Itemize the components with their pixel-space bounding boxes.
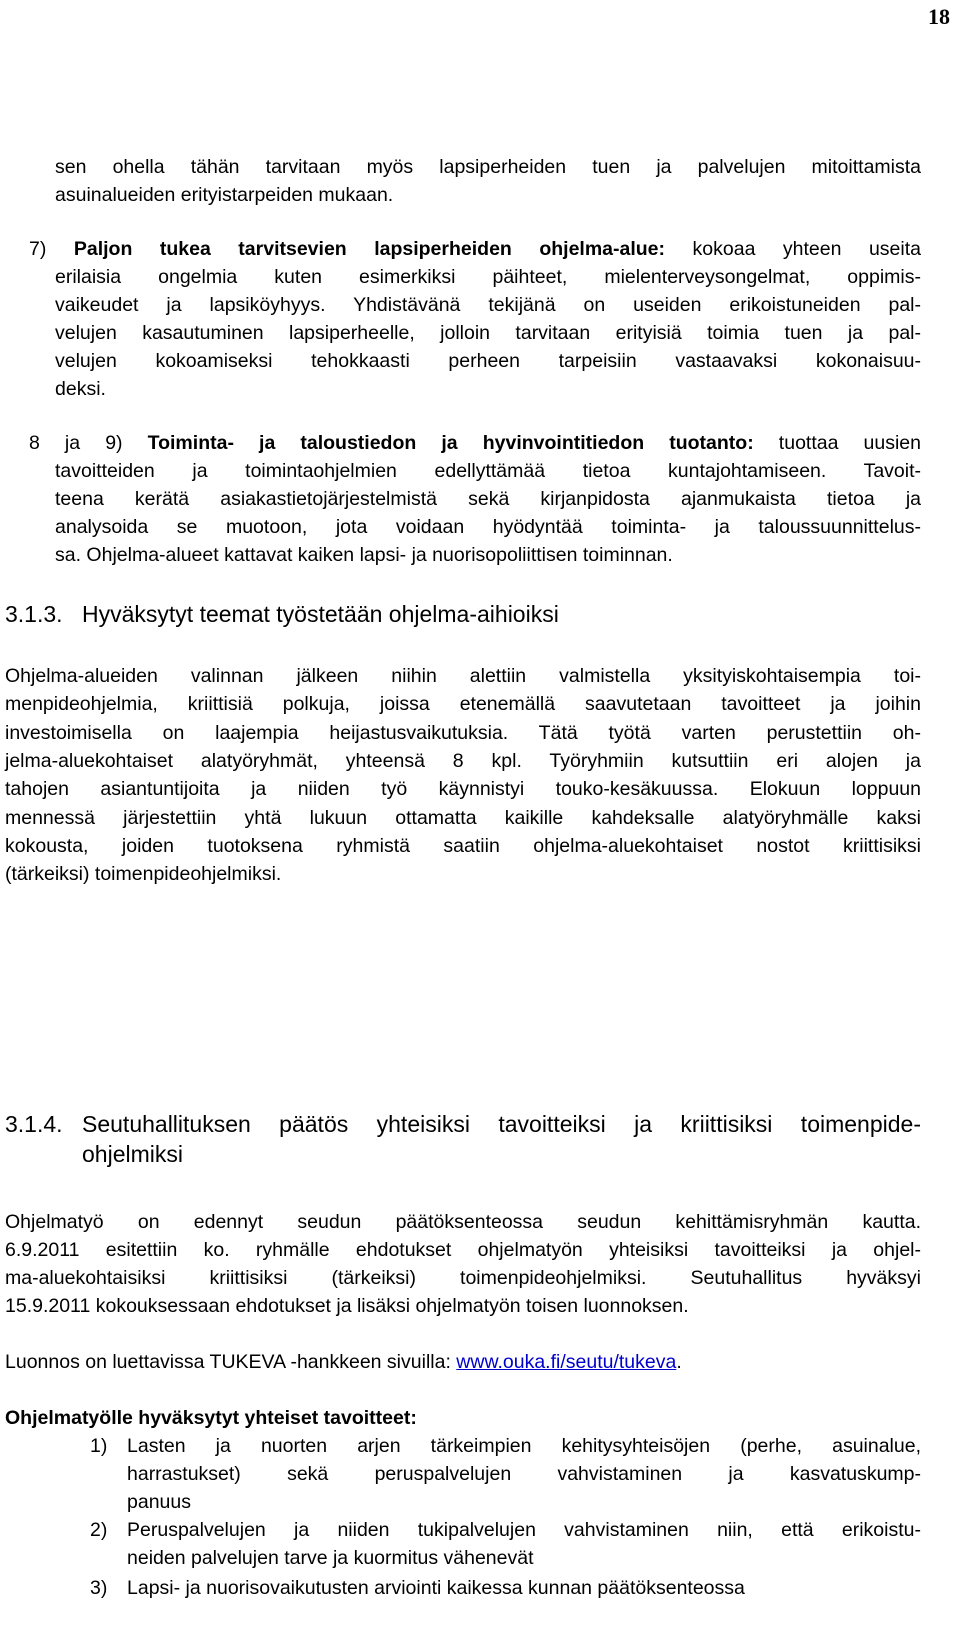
paragraph-line: Luonnos on luettavissa TUKEVA -hankkeen sivuilla: www.ouka.fi/seutu/tukeva.	[5, 1351, 682, 1373]
paragraph-line: Ohjelmatyö on edennyt seudun päätöksenteossa seudun kehittämisryhmän kautta.	[5, 1211, 921, 1233]
paragraph-line: investoimisella on laajempia heijastusvaikutuksia. Tätä työtä varten perustettiin oh-	[5, 721, 921, 744]
paragraph-line: mennessä järjestettiin yhtä lukuun ottamatta kaikille kahdeksalle alatyöryhmälle kaksi	[5, 806, 921, 829]
paragraph-line: sa. Ohjelma-alueet kattavat kaiken lapsi- ja nuorisopoliittisen toiminnan.	[55, 544, 673, 566]
paragraph-line: velujen kasautuminen lapsiperheelle, jolloin tarvitaan erityisiä toimia tuen ja pal-	[55, 322, 921, 344]
paragraph-line: menpideohjelmia, kriittisiä polkuja, joissa etenemällä saavutetaan tavoitteet ja joihin	[5, 693, 921, 716]
list-item-7: 7) Paljon tukea tarvitsevien lapsiperheiden ohjelma-alue: kokoaa yhteen useita	[29, 238, 921, 260]
paragraph-line: 6.9.2011 esitettiin ko. ryhmälle ehdotukset ohjelmatyön yhteisiksi tavoitteiksi ja ohjel-	[5, 1239, 921, 1261]
section-title: Hyväksytyt teemat työstetään ohjelma-aihioiksi	[82, 601, 559, 627]
tukeva-link[interactable]: www.ouka.fi/seutu/tukeva	[456, 1351, 677, 1373]
paragraph-line: kokousta, joiden tuotoksena ryhmistä saatiin ohjelma-aluekohtaiset nostot kriittisiksi	[5, 834, 921, 857]
paragraph-line: erilaisia ongelmia kuten esimerkiksi päihteet, mielenterveysongelmat, oppimis-	[55, 266, 921, 288]
paragraph-line: tavoitteiden ja toimintaohjelmien edellyttämää tietoa kuntajohtamiseen. Tavoit-	[55, 460, 921, 482]
paragraph-line: Ohjelma-alueiden valinnan jälkeen niihin alettiin valmistella yksityiskohtaisempia toi-	[5, 665, 921, 687]
item-title: Paljon tukea tarvitsevien lapsiperheiden ohjelma-alue:	[73, 238, 666, 260]
section-title: Seutuhallituksen päätös yhteisiksi tavoitteiksi ja kriittisiksi toimenpide-	[82, 1111, 921, 1137]
goal-line: Lapsi- ja nuorisovaikutusten arviointi kaikessa kunnan päätöksenteossa	[127, 1577, 745, 1599]
paragraph-line: (tärkeiksi) toimenpideohjelmiksi.	[5, 863, 282, 886]
goal-line: panuus	[127, 1491, 191, 1513]
goal-line: harrastukset) sekä peruspalvelujen vahvistaminen ja kasvatuskump-	[127, 1463, 921, 1485]
paragraph-line: velujen kokoamiseksi tehokkaasti perheen tarpeisiin vastaavaksi kokonaisuu-	[55, 350, 921, 372]
section-number: 3.1.3.	[5, 601, 63, 627]
paragraph-line: deksi.	[55, 378, 106, 400]
paragraph-line: tahojen asiantuntijoita ja niiden työ käynnistyi touko-kesäkuussa. Elokuun loppuun	[5, 778, 921, 801]
page-number: 18	[928, 4, 950, 29]
goal-line: Peruspalvelujen ja niiden tukipalvelujen vahvistaminen niin, että erikoistu-	[127, 1519, 921, 1541]
list-item-8-9: 8 ja 9) Toiminta- ja taloustiedon ja hyvinvointitiedon tuotanto: tuottaa uusien	[29, 432, 921, 454]
list-number: 1)	[90, 1435, 108, 1457]
paragraph-line: 15.9.2011 kokouksessaan ehdotukset ja lisäksi ohjelmatyön toisen luonnoksen.	[5, 1295, 689, 1317]
list-number: 7)	[29, 238, 47, 260]
paragraph-line: vaikeudet ja lapsiköyhyys. Yhdistävänä tekijänä on useiden erikoistuneiden pal-	[55, 294, 921, 316]
paragraph-line: sen ohella tähän tarvitaan myös lapsiperheiden tuen ja palvelujen mitoittamista	[55, 156, 921, 178]
goal-line: neiden palvelujen tarve ja kuormitus vähenevät	[127, 1547, 534, 1569]
goal-line: Lasten ja nuorten arjen tärkeimpien kehitysyhteisöjen (perhe, asuinalue,	[127, 1435, 921, 1457]
goals-heading: Ohjelmatyölle hyväksytyt yhteiset tavoitteet:	[5, 1407, 417, 1429]
list-number: 8 ja 9)	[29, 432, 123, 454]
paragraph-line: jelma-aluekohtaiset alatyöryhmät, yhteensä 8 kpl. Työryhmiin kutsuttiin eri alojen ja	[5, 749, 921, 772]
list-number: 2)	[90, 1519, 108, 1541]
item-title: Toiminta- ja taloustiedon ja hyvinvointitiedon tuotanto:	[147, 432, 754, 454]
list-number: 3)	[90, 1577, 108, 1599]
paragraph-line: ma-aluekohtaisiksi kriittisiksi (tärkeiksi) toimenpideohjelmiksi. Seutuhallitus hyväksyi	[5, 1267, 921, 1289]
paragraph-line: asuinalueiden erityistarpeiden mukaan.	[55, 184, 394, 206]
paragraph-line: analysoida se muotoon, jota voidaan hyödyntää toiminta- ja taloussuunnittelus-	[55, 516, 921, 538]
paragraph-line: teena kerätä asiakastietojärjestelmistä sekä kirjanpidosta ajanmukaista tietoa ja	[55, 488, 921, 510]
section-title: ohjelmiksi	[82, 1141, 183, 1167]
section-number: 3.1.4.	[5, 1111, 63, 1137]
